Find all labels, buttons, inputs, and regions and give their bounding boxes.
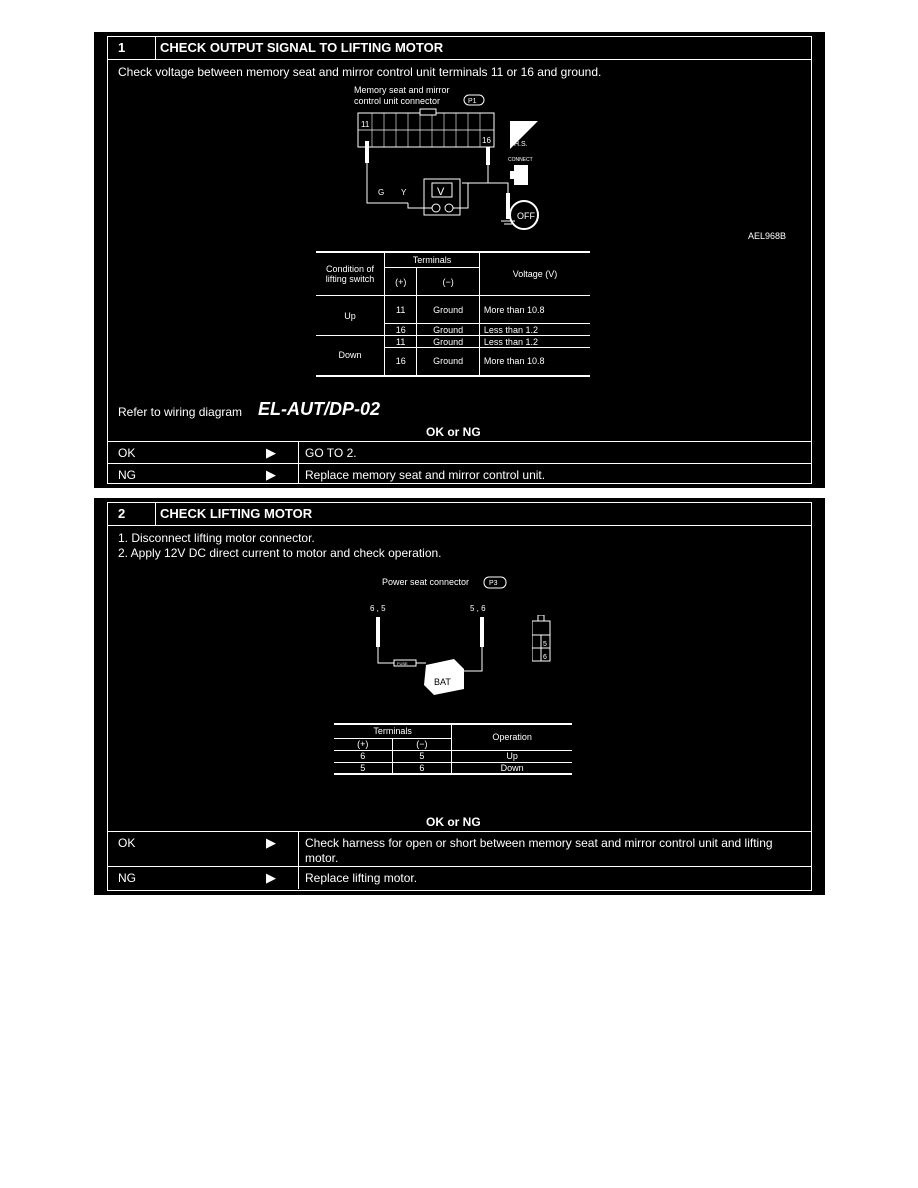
- ng-result: Replace lifting motor.: [298, 867, 811, 889]
- header-terminals: Terminals: [334, 724, 452, 738]
- cell-operation: Up: [506, 751, 518, 761]
- header-plus: (+): [385, 268, 417, 296]
- instruction-1: 1. Disconnect lifting motor connector.: [118, 531, 315, 545]
- ng-row: [108, 463, 811, 484]
- cell-plus: 11: [385, 336, 417, 348]
- power-seat-connector-label: Power seat connector: [382, 577, 470, 587]
- connector-code: P3: [489, 580, 498, 587]
- ok-result: GO TO 2.: [298, 442, 811, 463]
- step-number: 1: [108, 37, 156, 59]
- arrow-right-icon: ▶: [266, 835, 276, 850]
- off-label: OFF: [517, 211, 535, 221]
- step-instruction: Check voltage between memory seat and mirror control unit terminals 11 or 16 and ground.: [118, 65, 602, 79]
- header-voltage: Voltage (V): [512, 269, 558, 279]
- cell-plus: 5: [334, 762, 392, 774]
- step-2-header: [108, 503, 811, 526]
- table-row: [334, 762, 572, 774]
- ok-label: OK: [118, 446, 136, 460]
- probe-left-label: 6 , 5: [370, 604, 386, 613]
- connect-label: CONNECT: [508, 157, 533, 163]
- connector-label-2: control unit connector: [354, 96, 441, 106]
- cell-voltage: Less than 1.2: [483, 336, 538, 347]
- step-2-box: [107, 502, 812, 891]
- wire-y-label: Y: [401, 188, 407, 197]
- ng-label: NG: [118, 871, 136, 885]
- ng-row: [108, 866, 811, 889]
- cell-plus: 16: [385, 324, 417, 336]
- arrow-right-icon: ▶: [266, 445, 276, 460]
- arrow-right-icon: ▶: [266, 467, 276, 482]
- step-title: CHECK OUTPUT SIGNAL TO LIFTING MOTOR: [160, 40, 444, 55]
- cell-minus: Ground: [417, 296, 480, 324]
- cell-plus: 16: [385, 348, 417, 376]
- cell-voltage: Less than 1.2: [483, 324, 538, 335]
- voltage-spec-table: [316, 251, 590, 377]
- pin-6-label: 6: [543, 654, 547, 661]
- cell-minus: 6: [392, 762, 452, 774]
- refer-text: Refer to wiring diagram: [118, 405, 243, 419]
- cell-minus: Ground: [417, 336, 480, 348]
- cell-plus: 6: [334, 750, 392, 762]
- ok-ng-heading: OK or NG: [426, 425, 481, 439]
- step-title: CHECK LIFTING MOTOR: [160, 506, 313, 521]
- cell-minus: Ground: [417, 324, 480, 336]
- pin-11-label: 11: [361, 120, 370, 129]
- battery-label: BAT: [434, 677, 451, 687]
- header-terminals: Terminals: [385, 252, 480, 268]
- fuse-label: FUSE: [397, 661, 408, 666]
- table-row: [316, 336, 590, 348]
- connector-code: P1: [468, 98, 477, 105]
- pin-16-label: 16: [482, 136, 491, 145]
- cell-voltage: More than 10.8: [483, 356, 545, 367]
- cell-minus: 5: [392, 750, 452, 762]
- connector-icon: [514, 165, 528, 185]
- step-number: 2: [108, 503, 156, 525]
- header-minus: (−): [392, 738, 452, 750]
- table-row: [316, 296, 590, 324]
- ok-result: Check harness for open or short between memory seat and mirror control unit and lifting motor.: [298, 832, 811, 866]
- header-condition: Condition of lifting switch: [316, 252, 385, 296]
- step-1-panel: [94, 32, 825, 488]
- ng-label: NG: [118, 468, 136, 482]
- ok-label: OK: [118, 836, 136, 850]
- step-1-box: [107, 36, 812, 484]
- condition-icons: [508, 119, 548, 239]
- figure-code: AEL968B: [748, 231, 787, 241]
- probe-right-label: 5 , 6: [470, 604, 486, 613]
- step-1-header: [108, 37, 811, 60]
- operation-table: [334, 723, 572, 775]
- cell-minus: Ground: [417, 348, 480, 376]
- header-plus: (+): [334, 738, 392, 750]
- cell-voltage: More than 10.8: [483, 304, 545, 315]
- instruction-2: 2. Apply 12V DC direct current to motor and check operation.: [118, 546, 442, 560]
- arrow-right-icon: ▶: [266, 870, 276, 885]
- wire-g-label: G: [378, 188, 385, 197]
- step-2-panel: [94, 498, 825, 895]
- cell-plus: 11: [385, 296, 417, 324]
- connector-face: [532, 615, 552, 663]
- wiring-diagram-link[interactable]: EL-AUT/DP-02: [258, 399, 381, 419]
- ok-row: [108, 441, 811, 463]
- connector-label-1: Memory seat and mirror: [354, 85, 450, 95]
- ng-result: Replace memory seat and mirror control unit.: [298, 464, 811, 484]
- cell-operation: Down: [500, 762, 524, 773]
- header-minus: (−): [417, 268, 480, 296]
- header-operation: Operation: [492, 732, 532, 743]
- cell-condition: Down: [316, 336, 385, 376]
- pin-5-label: 5: [543, 641, 547, 648]
- ok-ng-heading: OK or NG: [426, 815, 481, 829]
- hs-label: H.S.: [514, 141, 528, 148]
- voltmeter-symbol: V: [437, 186, 445, 198]
- ok-row: [108, 831, 811, 866]
- cell-condition: Up: [316, 296, 385, 336]
- table-row: [334, 750, 572, 762]
